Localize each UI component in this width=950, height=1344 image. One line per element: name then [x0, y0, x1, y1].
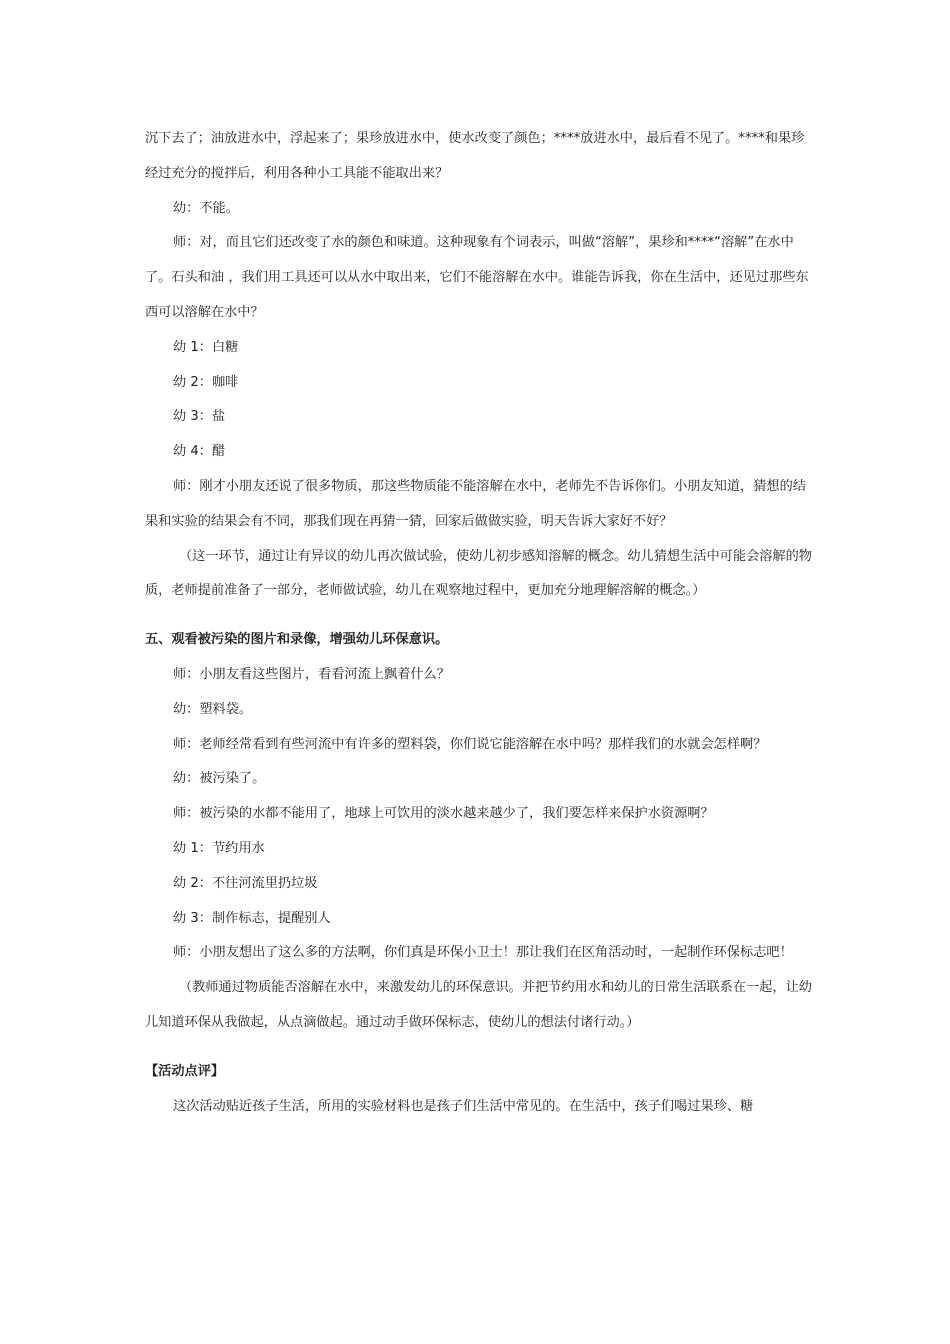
child-answer: 幼：被污染了。: [173, 771, 266, 787]
child-answer-1: 幼 1：白糖: [173, 339, 239, 355]
child-answer-1: 幼 1：节约用水: [173, 840, 265, 856]
child-answer-4: 幼 4：醋: [173, 444, 226, 460]
paragraph-dissolve-summary: 沉下去了；油放进水中，浮起来了；果珍放进水中，使水改变了颜色；****放进水中，最后看不见了。****和果珍经过充分的搅拌后，利用各种小工具能不能取出来？: [145, 131, 805, 181]
section-commentary: （教师通过物质能否溶解在水中，来激发幼儿的环保意识。并把节约用水和幼儿的日常生活联系在一起，让幼儿知道环保从我做起，从点滴做起。通过动手做环保标志，使幼儿的想法付诸行动。）: [145, 980, 812, 1030]
child-answer-3: 幼 3：制作标志，提醒别人: [173, 910, 331, 926]
review-paragraph: 这次活动贴近孩子生活，所用的实验材料也是孩子们生活中常见的。在生活中，孩子们喝过果珍、糖: [173, 1098, 754, 1114]
teacher-explanation: 师：对，而且它们还改变了水的颜色和味道。这种现象有个词表示，叫做“溶解”，果珍和****“溶解”在水中了。石头和油 ，我们用工具还可以从水中取出来，它们不能溶解在水中。谁能告诉我，你在生活中，还见过那些东西可以溶解在水中？: [145, 235, 809, 320]
section-heading-review: 【活动点评】: [145, 1063, 225, 1079]
teacher-question: 师：老师经常看到有些河流中有许多的塑料袋，你们说它能溶解在水中吗？那样我们的水就会怎样啊？: [173, 736, 767, 752]
teacher-question: 师：小朋友看这些图片，看看河流上飘着什么？: [173, 666, 450, 682]
teacher-question: 师：被污染的水都不能用了，地球上可饮用的淡水越来越少了，我们要怎样来保护水资源啊？: [173, 806, 714, 822]
section-commentary: （这一环节，通过让有异议的幼儿再次做试验，使幼儿初步感知溶解的概念。幼儿猜想生活中可能会溶解的物质，老师提前准备了一部分，老师做试验，幼儿在观察地过程中，更加充分地理解溶解的概念。）: [145, 548, 812, 599]
teacher-conclusion: 师：小朋友想出了这么多的方法啊，你们真是环保小卫士！那让我们在区角活动时，一起制作环保标志吧！: [173, 945, 793, 961]
child-answer: 幼：不能。: [173, 200, 239, 216]
child-answer-2: 幼 2：不往河流里扔垃圾: [173, 875, 318, 891]
teacher-guess-prompt: 师：刚才小朋友还说了很多物质，那这些物质能不能溶解在水中，老师先不告诉你们。小朋友知道，猜想的结果和实验的结果会有不同，那我们现在再猜一猜，回家后做做实验，明天告诉大家好不好？: [145, 478, 806, 529]
child-answer-3: 幼 3：盐: [173, 409, 226, 425]
child-answer: 幼：塑料袋。: [173, 701, 253, 717]
section-heading-5: 五、观看被污染的图片和录像，增强幼儿环保意识。: [145, 632, 449, 648]
child-answer-2: 幼 2：咖啡: [173, 374, 239, 390]
document-body: [145, 122, 815, 1124]
